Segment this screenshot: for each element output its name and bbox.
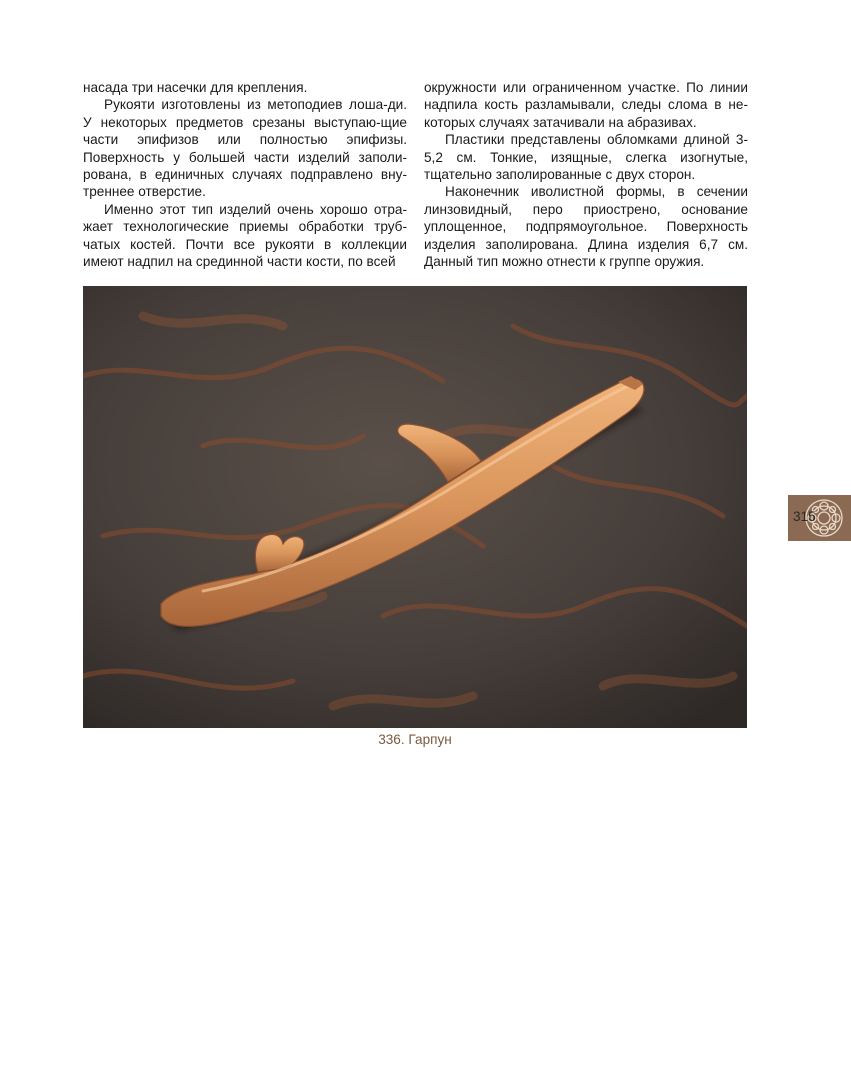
- figure-caption: 336. Гарпун: [378, 732, 452, 747]
- left-paragraph-3: Именно этот тип изделий очень хорошо отра-жает технологические приемы обработки труб-чатых костей. Почти все рукояти в коллекции имеют надпил на срединной части кости, по всей: [83, 201, 407, 270]
- left-text-column: [83, 79, 407, 270]
- harpoon-photo-svg: [83, 286, 747, 728]
- page-number: 315: [793, 509, 816, 524]
- harpoon-photo: [83, 286, 747, 728]
- left-paragraph-1: насада три насечки для крепления.: [83, 80, 308, 95]
- right-paragraph-2: Пластики представлены обломками длиной 3-5,2 см. Тонкие, изящные, слегка изогнутые, тщательно заполированные с двух сторон.: [424, 132, 748, 183]
- right-paragraph-3: Наконечник иволистной формы, в сечении линзовидный, перо приострено, основание уплощенное, подпрямоугольное. Поверхность изделия заполирована. Длина изделия 6,7 см. Данный тип можно отнести к группе оружия.: [424, 184, 748, 270]
- right-text-column: [424, 79, 748, 270]
- left-paragraph-2: Рукояти изготовлены из метоподиев лоша-ди. У некоторых предметов срезаны выступаю-щие части эпифизов или полностью эпифизы. Поверхность у большей части изделий заполи-рована, в единичных случаях подправлено вну-треннее отверстие.: [83, 97, 407, 200]
- right-paragraph-1: окружности или ограниченном участке. По линии надпила кость разламывали, следы слома в не-которых случаях затачивали на абразивах.: [424, 80, 748, 130]
